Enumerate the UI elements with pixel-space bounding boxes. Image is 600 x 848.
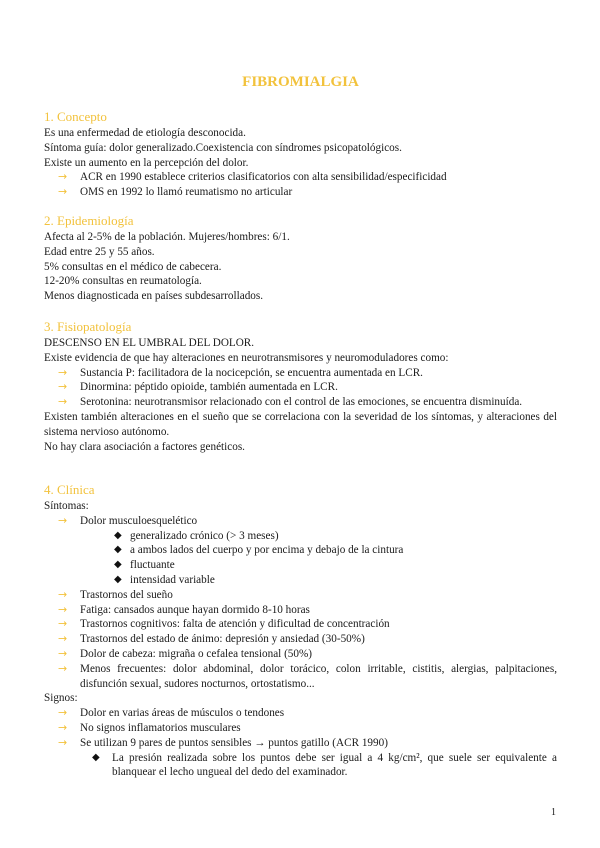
- text-paragraph: Existen también alteraciones en el sueño que se correlaciona con la severidad de los síntomas, y alteraciones del sistema nervioso autónomo.: [44, 410, 557, 438]
- arrow-right-icon: →: [58, 380, 68, 394]
- diamond-bullet-icon: ◆: [114, 573, 122, 585]
- document-title: FIBROMIALGIA: [242, 74, 359, 90]
- list-item: → Fatiga: cansados aunque hayan dormido 8-10 horas: [58, 602, 310, 616]
- text-line: Existe evidencia de que hay alteraciones en neurotransmisores y neuromoduladores como:: [44, 351, 449, 364]
- list-item: → Trastornos del estado de ánimo: depresión y ansiedad (30-50%): [58, 632, 365, 646]
- sub-list-item: ◆ generalizado crónico (> 3 meses): [114, 529, 279, 542]
- sintomas-label: Síntomas:: [44, 500, 89, 512]
- section-concepto: [44, 108, 557, 200]
- section-epidemiologia: [44, 212, 557, 304]
- section-heading: 1. Concepto: [44, 109, 107, 124]
- diamond-bullet-icon: ◆: [92, 751, 100, 763]
- arrow-right-icon: →: [58, 365, 68, 379]
- list-item: → ACR en 1990 establece criterios clasificatorios con alta sensibilidad/especificidad: [58, 170, 447, 184]
- list-item: → Menos frecuentes: dolor abdominal, dolor torácico, colon irritable, cistitis, alergias, palpitaciones, disfunción sexual, sudores nocturnos, ortostatismo...: [58, 661, 557, 690]
- arrow-right-icon: →: [58, 587, 68, 601]
- arrow-right-icon: →: [58, 170, 68, 184]
- text-line: Menos diagnosticada en países subdesarrollados.: [44, 290, 264, 303]
- section-heading: 4. Clínica: [44, 482, 95, 497]
- arrow-right-icon: →: [58, 720, 68, 734]
- text-line: 5% consultas en el médico de cabecera.: [44, 260, 222, 273]
- sub-list-item: ◆ intensidad variable: [114, 573, 215, 586]
- text-line: DESCENSO EN EL UMBRAL DEL DOLOR.: [44, 337, 255, 349]
- arrow-right-icon: →: [58, 735, 68, 749]
- sub-list-item: ◆ La presión realizada sobre los puntos debe ser igual a 4 kg/cm², que suele ser equivalente a blanquear el lecho ungueal del dedo del examinador.: [92, 751, 557, 779]
- signos-label: Signos:: [44, 692, 78, 705]
- list-item: → Dolor de cabeza: migraña o cefalea tensional (50%): [58, 646, 313, 660]
- list-item: → Dolor musculoesquelético ◆ generalizado crónico (> 3 meses) ◆ a ambos lados del cuerpo y por encima y debajo de la cintura ◆ fluctuante ◆ intensidad variable: [58, 514, 557, 588]
- sub-list-item: ◆ fluctuante: [114, 559, 175, 572]
- text-line: Síntoma guía: dolor generalizado.Coexistencia con síndromes psicopatológicos.: [44, 141, 402, 154]
- diamond-bullet-icon: ◆: [114, 559, 122, 571]
- arrow-right-icon: →: [58, 646, 68, 660]
- list-item: → Dinormina: péptido opioide, también aumentada en LCR.: [58, 380, 338, 394]
- section-heading: 3. Fisiopatología: [44, 319, 132, 334]
- text-line: Afecta al 2-5% de la población. Mujeres/hombres: 6/1.: [44, 231, 290, 243]
- section-heading: 2. Epidemiología: [44, 213, 134, 228]
- arrow-right-icon: →: [58, 617, 68, 631]
- sub-list-item: ◆ a ambos lados del cuerpo y por encima y debajo de la cintura: [114, 544, 404, 557]
- arrow-right-icon: →: [58, 513, 68, 527]
- list-item: → Trastornos del sueño: [58, 587, 173, 601]
- list-item: → Serotonina: neurotransmisor relacionado con el control de las emociones, se encuentra disminuída.: [58, 395, 523, 409]
- arrow-right-icon: →: [58, 632, 68, 646]
- list-item: → No signos inflamatorios musculares: [58, 720, 241, 734]
- text-line: Es una enfermedad de etiología desconocida.: [44, 127, 246, 139]
- text-line: 12-20% consultas en reumatología.: [44, 275, 202, 288]
- document-page: [44, 0, 557, 848]
- arrow-right-icon: →: [58, 661, 68, 675]
- list-item: → OMS en 1992 lo llamó reumatismo no articular: [58, 185, 293, 199]
- arrow-right-icon: →: [58, 185, 68, 199]
- text-line: Existe un aumento en la percepción del dolor.: [44, 156, 249, 169]
- list-item: → Se utilizan 9 pares de puntos sensibles → puntos gatillo (ACR 1990) ◆ La presión realizada sobre los puntos debe ser igual a 4 kg/cm², que suele ser equivalente a blanquear el lecho ungueal del dedo del examinador.: [58, 735, 557, 779]
- diamond-bullet-icon: ◆: [114, 529, 122, 541]
- section-clinica: [44, 481, 557, 780]
- diamond-bullet-icon: ◆: [114, 544, 122, 556]
- text-line: Edad entre 25 y 55 años.: [44, 245, 155, 258]
- arrow-right-icon: →: [58, 602, 68, 616]
- section-fisiopatologia: [44, 318, 557, 454]
- text-line: No hay clara asociación a factores genéticos.: [44, 440, 245, 453]
- arrow-right-icon: →: [58, 706, 68, 720]
- arrow-right-icon: →: [58, 395, 68, 409]
- list-item: → Trastornos cognitivos: falta de atención y dificultad de concentración: [58, 617, 390, 631]
- list-item: → Sustancia P: facilitadora de la nocicepción, se encuentra aumentada en LCR.: [58, 365, 423, 379]
- list-item: → Dolor en varias áreas de músculos o tendones: [58, 706, 285, 720]
- page-number: 1: [551, 807, 556, 818]
